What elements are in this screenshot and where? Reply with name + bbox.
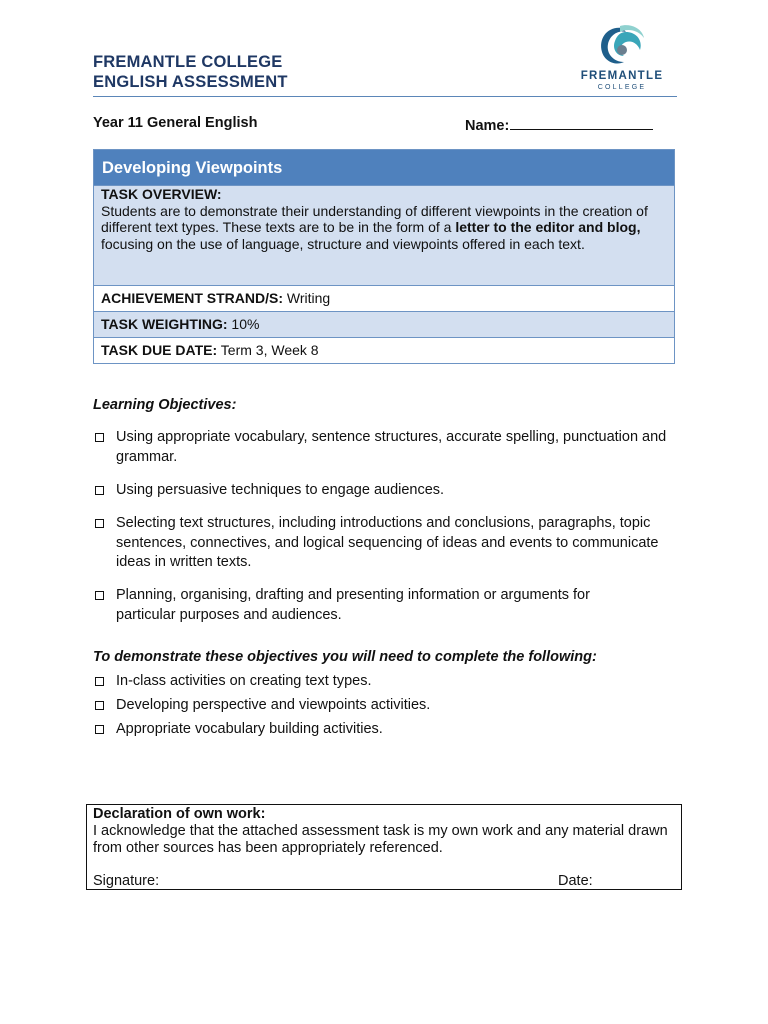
requirement-text: Appropriate vocabulary building activities. [116, 721, 383, 737]
course-name: Year 11 General English [93, 115, 258, 131]
weighting-label: TASK WEIGHTING: [101, 316, 228, 332]
strand-label: ACHIEVEMENT STRAND/S: [101, 290, 284, 306]
checkbox-icon[interactable] [95, 591, 104, 600]
overview-bold-text: letter to the editor and blog, [455, 219, 641, 235]
objective-text: Using persuasive techniques to engage audiences. [116, 482, 445, 498]
objective-text: Selecting text structures, including introductions and conclusions, paragraphs, topic sentences, connectives, and logical sequencing of ideas and events to communicate ideas in written texts. [116, 515, 659, 570]
checkbox-icon[interactable] [95, 725, 104, 734]
due-date-value: Term 3, Week 8 [217, 342, 319, 358]
task-title: Developing Viewpoints [94, 150, 674, 185]
task-details-table [93, 149, 675, 364]
task-overview [94, 185, 674, 285]
task-weighting-row [94, 311, 674, 337]
learning-objectives-title: Learning Objectives: [93, 397, 237, 413]
checkbox-icon[interactable] [95, 433, 104, 442]
college-logo [574, 24, 670, 96]
checkbox-icon[interactable] [95, 519, 104, 528]
logo-subtitle: COLLEGE [597, 84, 647, 91]
requirement-text: In-class activities on creating text types. [116, 673, 372, 689]
document-title [93, 52, 288, 92]
overview-text-1: Students are to demonstrate their understanding of different viewpoints in the creation of different text types. These texts are to be in the form of a [101, 202, 648, 235]
title-line-2: ENGLISH ASSESSMENT [93, 73, 288, 91]
date-label[interactable]: Date: [558, 873, 593, 889]
student-name-field [465, 115, 653, 134]
signature-label[interactable]: Signature: [93, 873, 160, 889]
declaration-text: I acknowledge that the attached assessment task is my own work and any material drawn from other sources has been appropriately referenced. [93, 823, 668, 856]
declaration-box [86, 804, 682, 890]
name-label: Name: [465, 118, 510, 134]
objective-text: Planning, organising, drafting and presenting information or arguments for particular purposes and audiences. [116, 587, 590, 623]
checkbox-icon[interactable] [95, 701, 104, 710]
overview-text-2: focusing on the use of language, structure and viewpoints offered in each text. [101, 235, 585, 252]
achievement-strand-row [94, 285, 674, 311]
task-due-date-row [94, 337, 674, 363]
objective-text: Using appropriate vocabulary, sentence structures, accurate spelling, punctuation and grammar. [116, 429, 667, 465]
overview-label: TASK OVERVIEW: [101, 186, 222, 202]
due-date-label: TASK DUE DATE: [101, 342, 218, 358]
requirement-text: Developing perspective and viewpoints activities. [116, 697, 431, 713]
checkbox-icon[interactable] [95, 677, 104, 686]
declaration-title: Declaration of own work: [93, 806, 266, 822]
name-blank-line [510, 115, 653, 130]
requirements-title: To demonstrate these objectives you will need to complete the following: [93, 649, 597, 665]
logo-wordmark: FREMANTLE [580, 70, 664, 82]
header-divider [93, 96, 677, 97]
weighting-value: 10% [227, 316, 260, 332]
checkbox-icon[interactable] [95, 486, 104, 495]
title-line-1: FREMANTLE COLLEGE [93, 53, 283, 71]
wave-logo-icon [596, 24, 646, 68]
strand-value: Writing [283, 290, 331, 306]
